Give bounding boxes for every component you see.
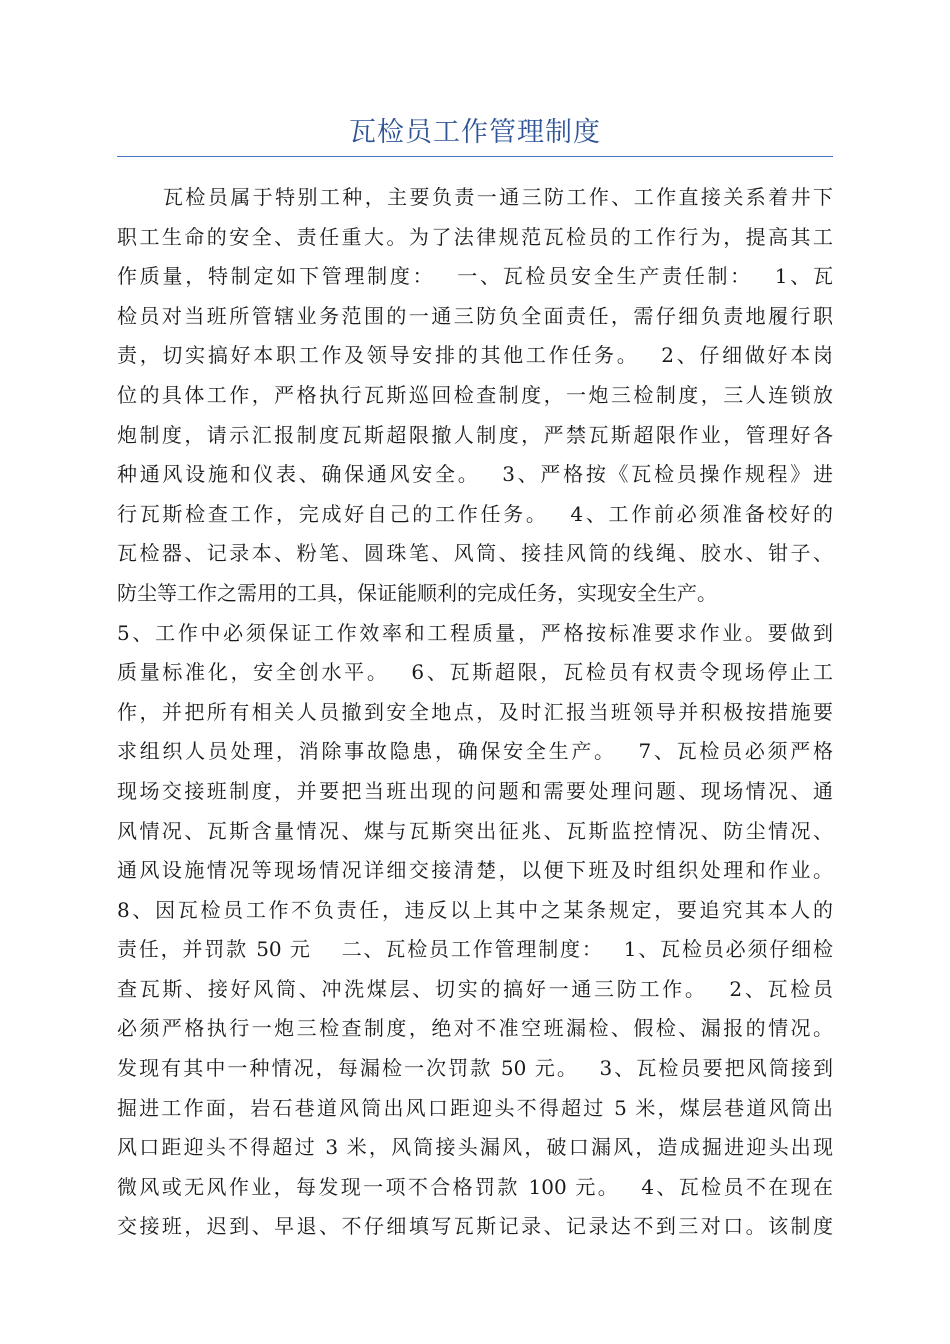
- body-line: 微风或无风作业，每发现一项不合格罚款 100 元。 4、瓦检员不在现在: [117, 1174, 833, 1199]
- document-body: [117, 178, 833, 1247]
- title-block: [117, 110, 833, 157]
- title-underline: [117, 156, 833, 157]
- body-line: 发现有其中一种情况，每漏检一次罚款 50 元。 3、瓦检员要把风筒接到: [117, 1056, 833, 1081]
- body-line: 掘进工作面，岩石巷道风筒出风口距迎头不得超过 5 米，煤层巷道风筒出: [117, 1095, 833, 1120]
- body-line: 质量标准化，安全创水平。 6、瓦斯超限，瓦检员有权责令现场停止工: [117, 660, 833, 685]
- body-line: 求组织人员处理，消除事故隐患，确保安全生产。 7、瓦检员必须严格: [117, 739, 833, 764]
- body-line: 交接班，迟到、早退、不仔细填写瓦斯记录、记录达不到三对口。该制度: [117, 1214, 833, 1239]
- body-line: 必须严格执行一炮三检查制度，绝对不准空班漏检、假检、漏报的情况。: [117, 1016, 833, 1041]
- body-line: 职工生命的安全、责任重大。为了法律规范瓦检员的工作行为，提高其工: [117, 224, 833, 249]
- body-line: 查瓦斯、接好风筒、冲洗煤层、切实的搞好一通三防工作。 2、瓦检员: [117, 976, 833, 1001]
- body-line: 防尘等工作之需用的工具，保证能顺利的完成任务，实现安全生产。: [117, 580, 717, 605]
- body-line: 瓦检器、记录本、粉笔、圆珠笔、风筒、接挂风筒的线绳、胶水、钳子、: [117, 541, 833, 566]
- body-line: 位的具体工作，严格执行瓦斯巡回检查制度，一炮三检制度，三人连锁放: [117, 382, 833, 407]
- body-line: 行瓦斯检查工作，完成好自己的工作任务。 4、工作前必须准备校好的: [117, 501, 833, 526]
- body-line: 通风设施情况等现场情况详细交接清楚，以便下班及时组织处理和作业。: [117, 858, 833, 883]
- body-line: 风情况、瓦斯含量情况、煤与瓦斯突出征兆、瓦斯监控情况、防尘情况、: [117, 818, 833, 843]
- body-line: 责，切实搞好本职工作及领导安排的其他工作任务。 2、仔细做好本岗: [117, 343, 833, 368]
- body-line: 种通风设施和仪表、确保通风安全。 3、严格按《瓦检员操作规程》进: [117, 462, 833, 487]
- document-title: 瓦检员工作管理制度: [349, 117, 601, 148]
- body-line: 作，并把所有相关人员撤到安全地点，及时汇报当班领导并积极按措施要: [117, 699, 833, 724]
- body-line: 8、因瓦检员工作不负责任，违反以上其中之某条规定，要追究其本人的: [117, 897, 833, 922]
- body-line: 检员对当班所管辖业务范围的一通三防负全面责任，需仔细负责地履行职: [117, 303, 833, 328]
- body-line: 瓦检员属于特别工种，主要负责一通三防工作、工作直接关系着井下: [163, 185, 833, 209]
- body-line: 炮制度，请示汇报制度瓦斯超限撤人制度，严禁瓦斯超限作业，管理好各: [117, 422, 833, 447]
- body-line: 5、工作中必须保证工作效率和工程质量，严格按标准要求作业。要做到: [117, 620, 833, 645]
- body-line: 风口距迎头不得超过 3 米，风筒接头漏风，破口漏风，造成掘进迎头出现: [117, 1135, 833, 1160]
- body-line: 责任，并罚款 50 元 二、瓦检员工作管理制度： 1、瓦检员必须仔细检: [117, 937, 833, 962]
- body-line: 现场交接班制度，并要把当班出现的问题和需要处理问题、现场情况、通: [117, 778, 833, 803]
- body-line: 作质量，特制定如下管理制度： 一、瓦检员安全生产责任制： 1、瓦: [117, 264, 833, 289]
